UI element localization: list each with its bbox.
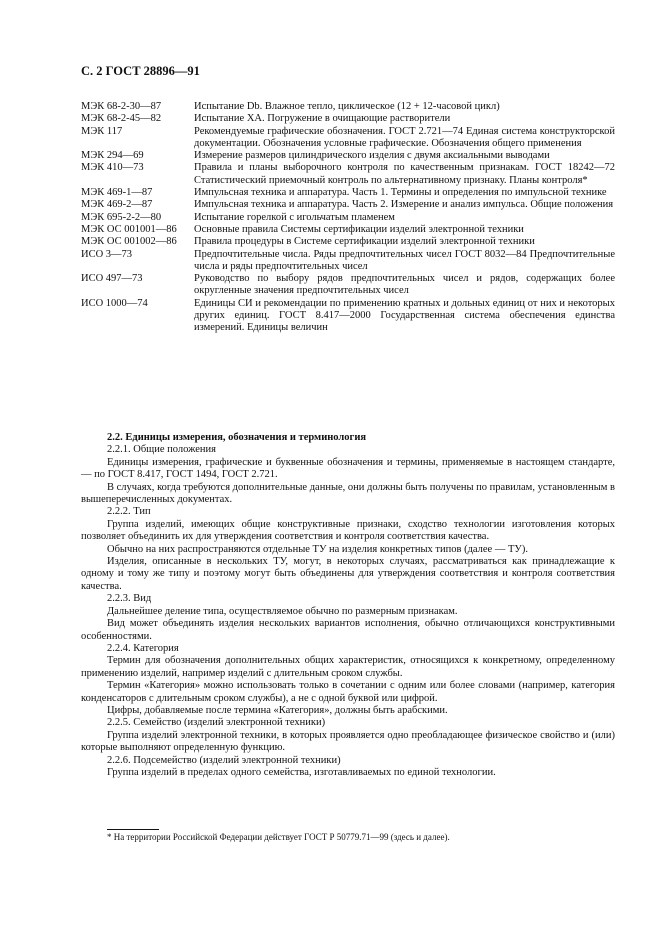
paragraph: Группа изделий в пределах одного семейства, изготавливаемых по единой технологии. xyxy=(107,766,496,778)
footnote: * На территории Российской Федерации действует ГОСТ Р 50779.71—99 (здесь и далее). xyxy=(107,832,450,842)
reference-item xyxy=(81,298,615,335)
reference-item xyxy=(81,126,615,151)
paragraph: Группа изделий, имеющих общие конструктивные признаки, сходство технологии изготовления которых позволяет объединить их для утверждения соответствия и контроля соответствия качества. xyxy=(81,518,615,543)
subsection-heading: 2.2.1. Общие положения xyxy=(107,444,216,456)
reference-item xyxy=(81,187,615,199)
reference-code: МЭК ОС 001002—86 xyxy=(81,236,177,248)
reference-code: МЭК 695-2-2—80 xyxy=(81,211,162,223)
reference-item xyxy=(81,224,615,236)
reference-item xyxy=(81,212,615,224)
paragraph: Вид может объединять изделия нескольких вариантов исполнения, обычно отличающихся конструктивными особенностями. xyxy=(81,618,615,642)
reference-desc: Импульсная техника и аппаратура. Часть 1. Термины и определения по импульсной технике xyxy=(194,187,607,199)
reference-code: ИСО 3—73 xyxy=(81,248,133,260)
reference-item xyxy=(81,249,615,274)
paragraph: Изделия, описанные в нескольких ТУ, могут, в некоторых случаях, рассматриваться как принадлежащие к одному и тому же типу и поэтому могут быть объединены для утверждения соответствия и контроля соответствия качества. xyxy=(81,556,615,592)
reference-code: МЭК 117 xyxy=(81,125,123,137)
paragraph: Единицы измерения, графические и буквенные обозначения и термины, применяемые в настоящем стандарте, — по ГОСТ 8.417, ГОСТ 1494, ГОСТ 2.721. xyxy=(81,456,615,481)
footnote-divider xyxy=(107,829,159,830)
reference-desc: Измерение размеров цилиндрического изделия с двумя аксиальными выводами xyxy=(194,150,550,162)
subsection-heading: 2.2.4. Категория xyxy=(107,642,179,654)
subsection-heading: 2.2.5. Семейство (изделий электронной техники) xyxy=(107,717,326,729)
reference-code: МЭК 410—73 xyxy=(81,162,144,174)
body-text xyxy=(81,432,615,779)
reference-desc: Правила и планы выборочного контроля по качественным признакам. ГОСТ 18242—72 Статистический приемочный контроль по альтернативному признаку. Планы контроля* xyxy=(194,162,615,186)
reference-item xyxy=(81,113,615,125)
reference-code: ИСО 497—73 xyxy=(81,273,143,285)
section-heading: 2.2. Единицы измерения, обозначения и терминология xyxy=(107,432,367,443)
reference-code: МЭК 469-1—87 xyxy=(81,187,153,199)
reference-item xyxy=(81,199,615,211)
reference-item xyxy=(81,273,615,298)
paragraph: Цифры, добавляемые после термина «Категория», должны быть арабскими. xyxy=(107,704,448,716)
reference-desc: Импульсная техника и аппаратура. Часть 2. Измерение и анализ импульса. Общие положения xyxy=(194,199,614,211)
reference-code: МЭК ОС 001001—86 xyxy=(81,223,177,235)
reference-code: ИСО 1000—74 xyxy=(81,297,148,309)
subsection-heading: 2.2.3. Вид xyxy=(107,593,152,605)
reference-code: МЭК 68-2-45—82 xyxy=(81,113,162,125)
reference-list xyxy=(81,101,615,335)
reference-desc: Рекомендуемые графические обозначения. ГОСТ 2.721—74 Единая система конструкторской документации. Обозначения условные графические. Обозначения общего применения xyxy=(194,125,615,149)
reference-desc: Основные правила Системы сертификации изделий электронной техники xyxy=(194,223,524,235)
reference-item xyxy=(81,236,615,248)
paragraph: В случаях, когда требуются дополнительные данные, они должны быть получены по правилам, установленным в вышеперечисленных документах. xyxy=(81,481,615,506)
paragraph: Термин для обозначения дополнительных общих характеристик, относящихся к конкретному, определенному применению изделий, например изделий с длительным сроком службы. xyxy=(81,655,615,679)
reference-desc: Предпочтительные числа. Ряды предпочтительных чисел ГОСТ 8032—84 Предпочтительные числа и ряды предпочтительных чисел xyxy=(194,248,615,272)
subsection-heading: 2.2.6. Подсемейство (изделий электронной техники) xyxy=(107,754,341,766)
page-header: С. 2 ГОСТ 28896—91 xyxy=(81,64,200,78)
paragraph: Термин «Категория» можно использовать только в сочетании с одним или более словами (например, категория конденсаторов с длительным сроком службы), а не с одной буквой или цифрой. xyxy=(81,680,615,704)
reference-code: МЭК 469-2—87 xyxy=(81,199,153,211)
reference-desc: Испытание Db. Влажное тепло, циклическое (12 + 12-часовой цикл) xyxy=(194,101,500,112)
reference-item xyxy=(81,162,615,187)
paragraph: Обычно на них распространяются отдельные ТУ на изделия конкретных типов (далее — ТУ). xyxy=(107,543,528,555)
paragraph: Группа изделий электронной техники, в которых проявляется одно преобладающее физическое свойство и (или) которые выполняют определенную функцию. xyxy=(81,729,615,754)
reference-desc: Правила процедуры в Системе сертификации изделий электронной техники xyxy=(194,236,535,248)
reference-item xyxy=(81,150,615,162)
paragraph: Дальнейшее деление типа, осуществляемое обычно по размерным признакам. xyxy=(107,605,458,617)
reference-desc: Испытание ХА. Погружение в очищающие растворители xyxy=(194,113,451,125)
reference-desc: Испытание горелкой с игольчатым пламенем xyxy=(194,211,395,223)
reference-code: МЭК 68-2-30—87 xyxy=(81,101,162,112)
reference-code: МЭК 294—69 xyxy=(81,150,144,162)
reference-desc: Единицы СИ и рекомендации по применению кратных и дольных единиц от них и некоторых других единиц. ГОСТ 8.417—2000 Государственная система обеспечения единства измерений. Единицы величин xyxy=(194,297,615,334)
reference-item xyxy=(81,101,615,113)
reference-desc: Руководство по выбору рядов предпочтительных чисел и рядов, содержащих более округленные значения предпочтительных чисел xyxy=(194,273,615,297)
subsection-heading: 2.2.2. Тип xyxy=(107,506,151,518)
